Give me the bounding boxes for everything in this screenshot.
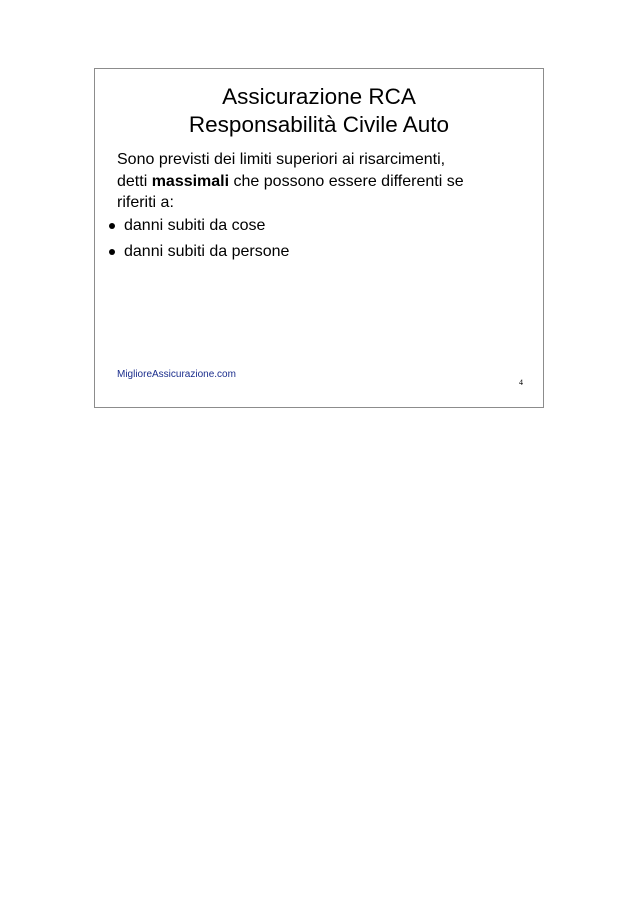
paragraph-line-2-start: detti xyxy=(117,172,152,190)
bullet-text: danni subiti da persone xyxy=(124,243,290,260)
slide-paragraph xyxy=(117,149,527,214)
footer-site: MiglioreAssicurazione.com xyxy=(117,369,236,380)
list-item xyxy=(109,239,289,265)
bullet-icon xyxy=(109,249,115,255)
slide-title xyxy=(95,83,543,139)
paragraph-line-2 xyxy=(117,171,527,193)
slide-frame xyxy=(94,68,544,408)
paragraph-bold-term: massimali xyxy=(151,172,230,190)
list-item xyxy=(109,213,289,239)
title-line-1: Assicurazione RCA xyxy=(222,84,416,109)
bullet-text: danni subiti da cose xyxy=(124,217,266,234)
paragraph-line-2-end: che possono essere differenti se xyxy=(229,172,464,190)
bullet-icon xyxy=(109,223,115,229)
paragraph-line-1: Sono previsti dei limiti superiori ai risarcimenti, xyxy=(117,151,446,168)
page-number: 4 xyxy=(519,378,523,387)
title-line-2: Responsabilità Civile Auto xyxy=(188,112,450,137)
paragraph-line-3: riferiti a: xyxy=(117,194,174,211)
bullet-list xyxy=(109,213,289,265)
